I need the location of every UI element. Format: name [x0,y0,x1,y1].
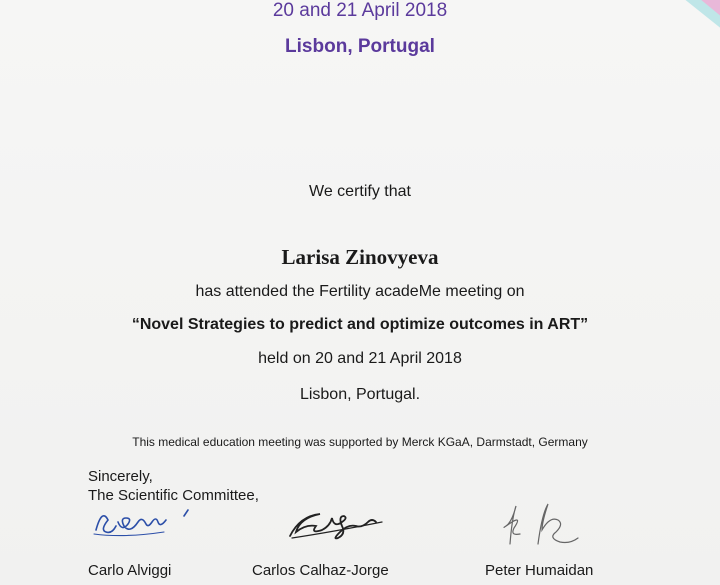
signature-carlo-alviggi [88,492,228,552]
support-statement: This medical education meeting was supported by Merck KGaA, Darmstadt, Germany [132,435,588,449]
signature-peter-humaidan [490,492,580,552]
place-text: Lisbon, Portugal. [299,386,421,403]
held-on-text: held on 20 and 21 April 2018 [258,350,462,367]
header-location: Lisbon, Portugal [285,36,435,57]
signatory-name-3: Peter Humaidan [485,562,594,579]
certify-text: We certify that [309,183,411,200]
closing-line-sincerely: Sincerely, [88,468,153,485]
meeting-title: “Novel Strategies to predict and optimize outcomes in ART” [131,316,589,333]
signature-carlos-calhaz-jorge [282,492,392,552]
header-date: 20 and 21 April 2018 [272,0,448,21]
signatory-name-2: Carlos Calhaz-Jorge [252,562,389,579]
signatory-name-1: Carlo Alviggi [88,562,172,579]
recipient-name: Larisa Zinovyeva [281,245,439,269]
attended-text: has attended the Fertility acadeMe meeting on [195,283,525,300]
closing-line-committee: The Scientific Committee, [88,487,259,504]
